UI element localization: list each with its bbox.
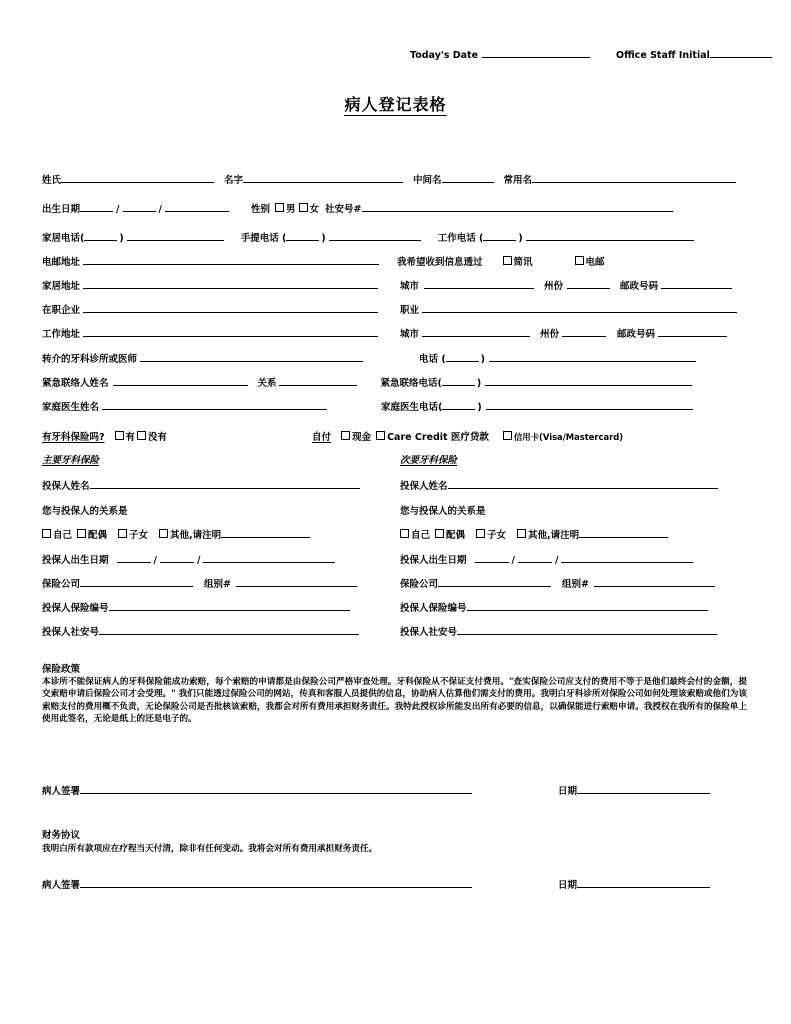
secondary-company-input[interactable] [438, 577, 551, 587]
home-city-label: 城市 [400, 281, 420, 292]
cell-phone-paren: ) [321, 233, 326, 244]
financial-patient-signature-input[interactable] [80, 878, 472, 888]
primary-company-label: 保险公司 [42, 579, 81, 590]
employer-label: 在职企业 [42, 305, 81, 316]
secondary-relationship-child-checkbox[interactable] [476, 529, 485, 538]
phone-row [42, 230, 694, 244]
pay-cash-label: 现金 [352, 432, 372, 443]
home-city-input[interactable] [424, 279, 534, 289]
family-doctor-phone-input[interactable] [486, 400, 693, 410]
work-zip-label: 邮政号码 [617, 329, 656, 340]
insurance-question-row [42, 429, 623, 443]
gender-male-checkbox[interactable] [275, 203, 284, 212]
secondary-relationship-options-row [400, 527, 668, 541]
page-title [0, 92, 791, 115]
emergency-phone-input[interactable] [485, 376, 692, 386]
family-doctor-phone-paren: ) [477, 402, 482, 413]
primary-dob-slash-2: / [197, 555, 201, 566]
emergency-contact-row [42, 375, 692, 389]
cell-phone-label: 手提电话 ( [240, 233, 287, 244]
financial-signature-row [42, 877, 710, 891]
primary-group-label: 组别# [204, 579, 231, 590]
preferred-name-label: 常用名 [503, 175, 533, 186]
home-phone-paren: ) [119, 233, 124, 244]
primary-subscriber-name-label: 投保人姓名 [42, 481, 90, 492]
work-city-input[interactable] [422, 327, 530, 337]
primary-relationship-other-checkbox[interactable] [159, 529, 168, 538]
primary-subscriber-id-label: 投保人保险编号 [42, 603, 109, 614]
work-address-label: 工作地址 [42, 329, 81, 340]
middle-name-label: 中间名 [413, 175, 442, 186]
home-address-input[interactable] [83, 279, 378, 289]
insurance-signature-date-label: 日期 [558, 786, 578, 797]
primary-dob-slash-1: / [153, 555, 157, 566]
dob-day-input[interactable] [123, 202, 156, 212]
ssn-input[interactable] [362, 202, 673, 212]
primary-relationship-spouse-label: 配偶 [88, 530, 108, 541]
emergency-phone-area-input[interactable] [442, 376, 475, 386]
dob-label: 出生日期 [42, 204, 81, 215]
work-phone-label: 工作电话 ( [437, 233, 484, 244]
financial-agreement-body: 我明白所有款项应在疗程当天付清，除非有任何变动。我将会对所有费用承担财务责任。 [42, 844, 378, 854]
secondary-subscriber-dob-year-input[interactable] [561, 553, 693, 563]
office-staff-initial-input[interactable] [710, 48, 772, 58]
emergency-phone-label: 紧急联络电话( [380, 378, 442, 389]
emergency-phone-paren: ) [476, 378, 482, 389]
primary-relationship-question-row [42, 503, 128, 517]
cell-phone-input[interactable] [329, 231, 421, 241]
home-address-row [42, 278, 732, 292]
dob-year-input[interactable] [165, 202, 229, 212]
employer-input[interactable] [83, 303, 378, 313]
primary-group-input[interactable] [236, 577, 357, 587]
contact-email-checkbox[interactable] [575, 256, 584, 265]
office-staff-initial-label: Office Staff Initial [616, 50, 710, 61]
name-row [42, 172, 736, 186]
email-row [42, 254, 605, 268]
financial-signature-date-input[interactable] [577, 878, 710, 888]
secondary-company-label: 保险公司 [400, 579, 439, 590]
dob-gender-ssn-row [42, 201, 673, 215]
primary-relationship-self-checkbox[interactable] [42, 529, 51, 538]
primary-company-row [42, 576, 357, 590]
gender-female-checkbox[interactable] [299, 203, 308, 212]
secondary-subscriber-name-row [400, 478, 718, 492]
secondary-relationship-self-label: 自己 [411, 530, 431, 541]
first-name-input[interactable] [243, 173, 403, 183]
contact-sms-label: 简讯 [513, 257, 533, 268]
secondary-relationship-question: 您与投保人的关系是 [400, 506, 486, 517]
occupation-input[interactable] [422, 303, 737, 313]
emergency-name-label: 紧急联络人姓名 [42, 378, 109, 389]
secondary-subscriber-id-label: 投保人保险编号 [400, 603, 467, 614]
family-doctor-row [42, 399, 693, 413]
referral-input[interactable] [140, 352, 363, 362]
secondary-dob-slash-1: / [511, 555, 515, 566]
home-address-label: 家居地址 [42, 281, 81, 292]
occupation-label: 职业 [400, 305, 420, 316]
pay-care-credit-checkbox[interactable] [376, 431, 385, 440]
primary-subscriber-dob-label: 投保人出生日期 [42, 555, 109, 566]
dob-month-input[interactable] [80, 202, 113, 212]
gender-female-label: 女 [309, 204, 320, 215]
work-zip-input[interactable] [658, 327, 727, 337]
primary-subscriber-ssn-row [42, 624, 359, 638]
home-zip-input[interactable] [661, 279, 732, 289]
primary-relationship-other-input[interactable] [221, 528, 310, 538]
work-phone-area-input[interactable] [483, 231, 516, 241]
secondary-subscriber-dob-row [400, 552, 693, 566]
secondary-group-input[interactable] [594, 577, 715, 587]
insurance-patient-signature-input[interactable] [80, 784, 472, 794]
insurance-policy-body: 本诊所不能保证病人的牙科保险能成功索赔，每个索赔的申请都是由保险公司严格审查处理。牙科保险从不保证支付费用。"查实保险公司应支付的费用不等于是他们最终会付的金额，提交索赔申请后保险公司才会受理。" 我们只能透过保险公司的网站，传真和客服人员提供的信息，协助病人估算他们需支付的费用。我明白牙科诊所对保险公司如何处理该索赔或他们为该索赔支付的费用概不负责，无论保险公司是否批核该索赔，我都会对所有费用承担财务责任。我特此授权诊所能发出所有必要的信息，以确保能进行索赔申请。我授权在我所有的保险单上使用此签名，无论是纸上的还是电子的。 [42, 677, 747, 724]
secondary-dob-slash-2: / [555, 555, 559, 566]
insurance-signature-row [42, 783, 710, 797]
self-pay-label: 自付 [312, 432, 332, 443]
primary-subscriber-dob-year-input[interactable] [203, 553, 335, 563]
email-label: 电邮地址 [42, 257, 81, 268]
family-doctor-phone-label: 家庭医生电话( [381, 402, 443, 413]
primary-relationship-self-label: 自己 [53, 530, 73, 541]
gender-male-label: 男 [286, 204, 296, 215]
has-insurance-question: 有牙科保险吗? [42, 432, 105, 443]
cell-phone-area-input[interactable] [286, 231, 319, 241]
secondary-subscriber-dob-day-input[interactable] [518, 553, 552, 563]
todays-date-label: Today's Date [410, 50, 479, 61]
primary-subscriber-id-input[interactable] [109, 601, 350, 611]
secondary-insurance-title: 次要牙科保险 [400, 455, 458, 466]
secondary-subscriber-dob-month-input[interactable] [475, 553, 509, 563]
primary-subscriber-id-row [42, 600, 350, 614]
dob-slash-1: / [116, 204, 120, 215]
secondary-subscriber-name-input[interactable] [448, 479, 718, 489]
home-phone-label: 家居电话( [42, 233, 85, 244]
contact-preference-label: 我希望收到信息透过 [397, 257, 483, 268]
primary-subscriber-dob-row [42, 552, 335, 566]
secondary-relationship-question-row [400, 503, 486, 517]
primary-subscriber-dob-day-input[interactable] [160, 553, 194, 563]
secondary-group-label: 组别# [562, 579, 589, 590]
emergency-relationship-input[interactable] [279, 376, 357, 386]
secondary-relationship-child-label: 子女 [487, 530, 507, 541]
insurance-no-checkbox[interactable] [137, 431, 146, 440]
middle-name-input[interactable] [442, 173, 494, 183]
insurance-patient-signature-label: 病人签署 [42, 786, 81, 797]
secondary-relationship-spouse-checkbox[interactable] [435, 529, 444, 538]
work-city-label: 城市 [400, 329, 420, 340]
secondary-subscriber-dob-label: 投保人出生日期 [400, 555, 467, 566]
last-name-label: 姓氏 [42, 175, 62, 186]
primary-subscriber-dob-month-input[interactable] [117, 553, 151, 563]
referral-phone-paren: ) [480, 354, 486, 365]
referral-phone-label: 电话 ( [419, 354, 446, 365]
secondary-insurance-heading [400, 452, 457, 466]
secondary-relationship-other-input[interactable] [579, 528, 668, 538]
secondary-subscriber-ssn-row [400, 624, 717, 638]
employer-row [42, 302, 737, 316]
primary-subscriber-name-row [42, 478, 360, 492]
insurance-no-label: 没有 [148, 432, 168, 443]
preferred-name-input[interactable] [532, 173, 736, 183]
financial-agreement-heading: 财务协议 [42, 830, 81, 841]
secondary-company-row [400, 576, 715, 590]
referral-phone-area-input[interactable] [446, 352, 479, 362]
work-phone-paren: ) [518, 233, 523, 244]
family-doctor-input[interactable] [102, 400, 327, 410]
primary-relationship-options-row [42, 527, 310, 541]
primary-relationship-spouse-checkbox[interactable] [77, 529, 86, 538]
gender-label: 性别 [250, 204, 270, 215]
work-address-row [42, 326, 727, 340]
secondary-relationship-spouse-label: 配偶 [446, 530, 466, 541]
home-state-input[interactable] [567, 279, 610, 289]
home-phone-area-input[interactable] [84, 231, 117, 241]
secondary-subscriber-ssn-label: 投保人社安号 [400, 627, 458, 638]
primary-relationship-other-label: 其他,请注明 [170, 530, 222, 541]
insurance-yes-label: 有 [125, 432, 136, 443]
secondary-relationship-other-checkbox[interactable] [517, 529, 526, 538]
work-address-input[interactable] [83, 327, 378, 337]
primary-relationship-question: 您与投保人的关系是 [42, 506, 128, 517]
last-name-input[interactable] [61, 173, 214, 183]
email-input[interactable] [83, 255, 379, 265]
contact-sms-checkbox[interactable] [503, 256, 512, 265]
secondary-relationship-other-label: 其他,请注明 [528, 530, 580, 541]
emergency-name-input[interactable] [113, 376, 248, 386]
pay-care-credit-label: Care Credit 医疗贷款 [387, 432, 489, 443]
dob-slash-2: / [158, 204, 162, 215]
secondary-subscriber-id-input[interactable] [467, 601, 708, 611]
emergency-relationship-label: 关系 [257, 378, 277, 389]
family-doctor-label: 家庭医生姓名 [42, 402, 100, 413]
primary-subscriber-ssn-input[interactable] [99, 625, 359, 635]
page-title-text: 病人登记表格 [344, 95, 447, 114]
primary-subscriber-name-input[interactable] [90, 479, 360, 489]
home-phone-input[interactable] [127, 231, 224, 241]
work-state-input[interactable] [562, 327, 606, 337]
secondary-subscriber-ssn-input[interactable] [457, 625, 717, 635]
primary-insurance-title: 主要牙科保险 [42, 455, 100, 466]
pay-cash-checkbox[interactable] [341, 431, 350, 440]
todays-date-input[interactable] [482, 48, 590, 58]
pay-credit-card-label: 信用卡(Visa/Mastercard) [513, 432, 624, 442]
secondary-subscriber-id-row [400, 600, 708, 614]
primary-company-input[interactable] [80, 577, 193, 587]
form-header-line [410, 48, 772, 61]
secondary-subscriber-name-label: 投保人姓名 [400, 481, 448, 492]
family-doctor-phone-area-input[interactable] [442, 400, 475, 410]
contact-email-label: 电邮 [585, 257, 605, 268]
primary-insurance-heading [42, 452, 99, 466]
primary-subscriber-ssn-label: 投保人社安号 [42, 627, 100, 638]
insurance-signature-date-input[interactable] [577, 784, 710, 794]
financial-signature-date-label: 日期 [558, 880, 578, 891]
home-state-label: 州份 [544, 281, 564, 292]
home-zip-label: 邮政号码 [620, 281, 659, 292]
work-state-label: 州份 [540, 329, 560, 340]
insurance-yes-checkbox[interactable] [115, 431, 124, 440]
financial-patient-signature-label: 病人签署 [42, 880, 81, 891]
referral-phone-input[interactable] [489, 352, 696, 362]
referral-label: 转介的牙科诊所或医师 [42, 354, 138, 365]
pay-credit-card-checkbox[interactable] [503, 431, 512, 440]
insurance-policy-heading: 保险政策 [42, 664, 81, 675]
primary-relationship-child-checkbox[interactable] [118, 529, 127, 538]
primary-relationship-child-label: 子女 [129, 530, 149, 541]
first-name-label: 名字 [224, 175, 244, 186]
ssn-label: 社安号# [325, 204, 362, 215]
work-phone-input[interactable] [526, 231, 694, 241]
secondary-relationship-self-checkbox[interactable] [400, 529, 409, 538]
referral-row [42, 351, 696, 365]
